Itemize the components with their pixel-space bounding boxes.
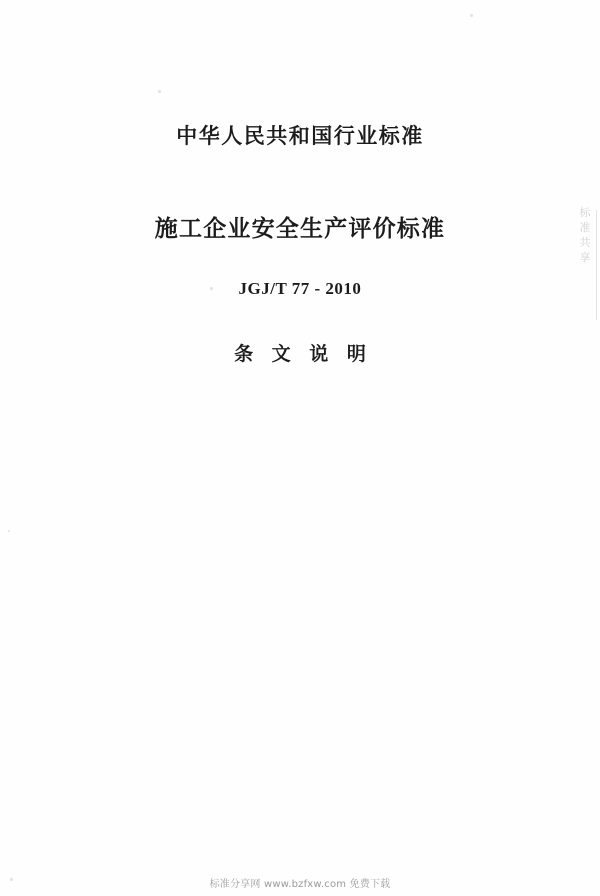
standard-code: JGJ/T 77 - 2010 — [238, 279, 362, 298]
page-edge-rule — [596, 210, 597, 320]
scan-speckle — [8, 530, 10, 532]
section-label: 条 文 说 明 — [234, 343, 372, 365]
edge-bleed-text: 标准共享 — [579, 206, 591, 264]
issuing-authority: 中华人民共和国行业标准 — [176, 124, 424, 148]
footer-watermark: 标准分享网 www.bzfxw.com 免费下载 — [209, 879, 391, 890]
standard-title: 施工企业安全生产评价标准 — [154, 216, 446, 242]
scan-speckle — [470, 14, 473, 17]
scan-speckle — [158, 90, 161, 93]
title-block — [0, 120, 600, 366]
